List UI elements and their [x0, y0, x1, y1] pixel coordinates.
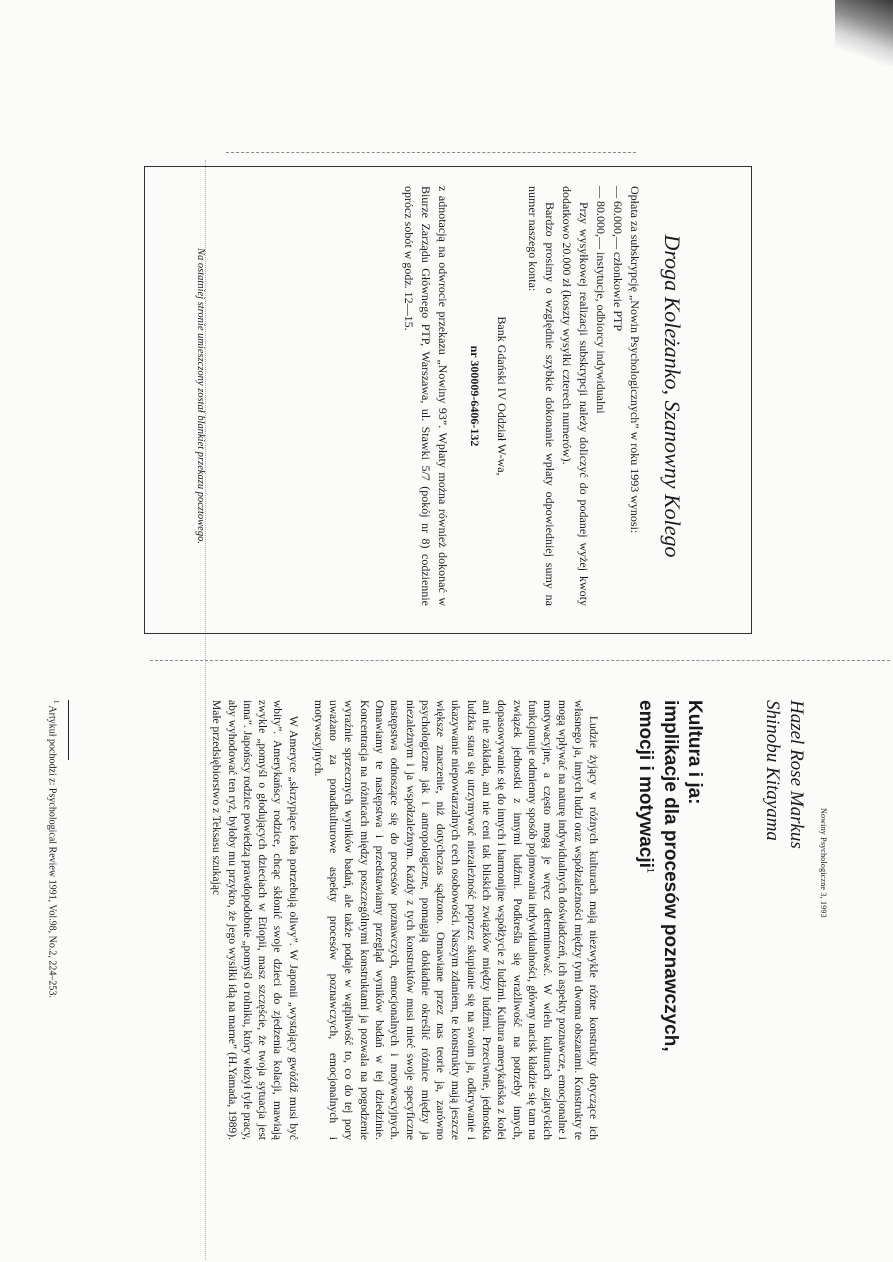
abstract-paragraph: Ludzie żyjący w różnych kulturach mają niezwykle różne konstrukty dotyczące ich własnego ja, innych ludzi oraz współzależności między tymi dwoma obszarami. Konstrukty te mogą wpływać na naturę indywidualnych doświadczeń, ich aspekty poznawcze, emocjonalne i motywacyjne, a często mogą je wręcz determinować. W wielu kulturach azjatyckich funkcjonuje odmienny sposób pojmowania indywidualności, główny nacisk kładzie się tam na związek jednostki z innymi ludźmi. Podkreśla się wrażliwość na potrzeby innych, dopasowywanie się do innych i harmonijne współżycie z ludźmi. Kultura amerykańska z kolei ani nie zakłada, ani nie ceni tak bliskich związków między ludźmi. Przeciwnie, jednostka ludzka stara się utrzymywać niezależność poprzez skupianie się na swoim ja, odkrywanie i ukazywanie niepowtarzalnych cech osobowości. Naszym zdaniem, te konstrukty mają jeszcze większe znaczenie, niż dotychczas sądzono. Omawiane przez nas teorie ja, zarówno psychologiczne jak i antropologiczne, pomagają dokładnie określić różnice między ja niezależnym i ja współzależnym. Każdy z tych konstruktów musi mieć swoje specyficzne następstwa odnoszące się do procesów poznawczych, emocjonalnych i motywacyjnych. Omawiamy te następstwa i przedstawiamy przegląd wyników badań w tej dziedzinie. Koncentracja na różnicach między poszczególnymi konstruktami ja pozwala na pogodzenie wyraźnie sprzecznych wyników badań, ale także podaje w wątpliwość to, co do tej pory uważano za ponadkulturowe aspekty procesów poznawczych, emocjonalnych i motywacyjnych. [311, 700, 599, 1140]
notice-title: Droga Koleżanko, Szanowny Kolego [660, 234, 685, 558]
dashed-cut-line-top [226, 152, 636, 153]
article-authors [761, 700, 809, 1140]
article-footnote [46, 700, 60, 1140]
footnote-mark: 1 [52, 700, 60, 704]
subscription-notice [400, 186, 688, 606]
running-header-text: Nowiny Psychologiczne 3, 1993 [819, 808, 828, 918]
title-footnote-mark: 1 [645, 867, 656, 873]
title-line-2: implikacje dla procesów poznawczych, [659, 700, 681, 1052]
author-1: Hazel Rose Markus [786, 700, 807, 849]
title-line-1: Kultura i ja: [684, 700, 705, 805]
running-header [819, 808, 828, 1058]
footnote-rule [68, 700, 69, 760]
fee-members: — 60.000,— członkowie PTP [610, 186, 625, 331]
notice-request: Bardzo prosimy o względnie szybkie dokonanie wpłaty odpowiedniej sumy na numer naszego konta: [525, 186, 557, 606]
account-number: nr 300009-6406-132 [467, 345, 482, 447]
notice-footer-text: Na ostatniej stronie umieszczony został blankiet przekazu pocztowego. [195, 248, 206, 544]
bank-name: Bank Gdański IV Oddział W-wa, [494, 316, 509, 476]
article-title [633, 700, 706, 1140]
notice-transfer: z adnotacją na odwrocie przekazu „Nowiny 93”. Wpłaty można również dokonać w Biurze Zarządu Głównego PTP, Warszawa, ul. Stawki 5/7 (pokój nr 8) codziennie oprócz sobót w godz. 12—15. [402, 186, 451, 606]
notice-shipping: Przy wysyłkowej realizacji subskrypcji należy doliczyć do podanej wyżej kwoty dodatkowo 20.000 zł (koszty wysyłki czterech numerów). [559, 186, 591, 606]
article-body [208, 700, 600, 1140]
title-line-3: emocji i motywacji [635, 700, 657, 868]
scan-shadow [835, 0, 893, 66]
body-paragraph: W Ameryce „skrzypiące koła potrzebują oliwy”. W Japonii „wystający gwóźdź musi być wbity”. Amerykańscy rodzice, chcąc skłonić swoje dzieci do zjedzenia kolacji, mawiają zwykle „pomyśl o głodujących dzieciach w Etiopii, masz szczęście, że twoja sytuacja jest inna”. Japońscy rodzice powiedzą prawdopodobnie „pomyśl o rolniku, który włożył tyle pracy, aby wyhodować ten ryż, byłoby mu przykro, że jego wysiłki idą na marne” (H.Yamada, 1989). Małe przedsiębiorstwo z Teksasu szukając [210, 700, 299, 1140]
fee-institutions: — 80.000,— instytucje, odbiorcy indywidualni [593, 186, 608, 414]
dashed-cut-line-middle [150, 660, 890, 661]
notice-footer [195, 186, 206, 606]
notice-lead: Opłata za subskrypcję „Nowin Psychologicznych” w roku 1993 wynosi: [627, 186, 642, 534]
author-2: Shinobu Kitayama [762, 700, 784, 841]
footnote-text: Artykuł pochodzi z: Psychological Review 1991, Vol.98, No.2, 224–253. [46, 705, 58, 998]
